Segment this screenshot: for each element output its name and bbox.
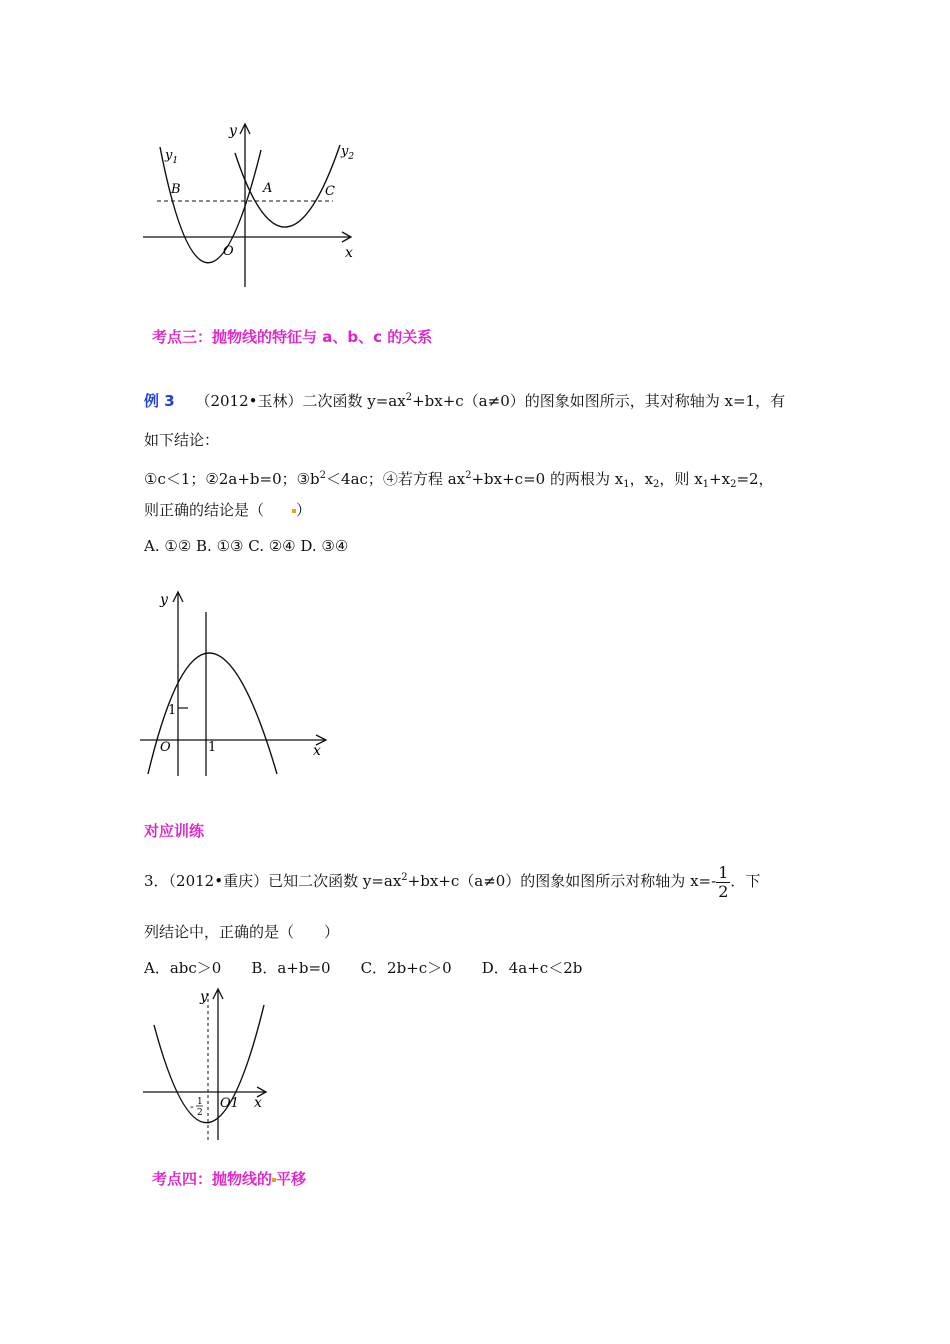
half-den-label: 2 (197, 1108, 203, 1118)
x-label: x (345, 245, 353, 261)
neg-sign-label: - (190, 1100, 194, 1113)
origin-label: O (223, 244, 234, 259)
y-tick-label-1: 1 (168, 703, 177, 718)
y2-label: $y_2$ (341, 144, 355, 162)
example-3-line-1: 例 3 （2012•玉林）二次函数 $y=ax^2+bx+c(a\ne 0)$的图象如图所示，其对称轴为 x=1，有 (144, 392, 786, 410)
question-3-line-1: 3．（2012•重庆）已知二次函数 $y=ax^2+bx+c(a\ne 0)$的图象如图所示对称轴为 x=- $\frac{1}{2}$ ．下 (144, 862, 761, 901)
figure-upward-parabola (140, 985, 275, 1145)
x-tick-label-1: 1 (208, 740, 217, 755)
example-3-conclusions: ①c＜1；②2a+b=0；$③b^2<4ac$；④若方程 $ax^2+bx+c=0$ 的两根为 $x_1$，$x_2$，则 $x_1+x_2=2$， (144, 470, 774, 490)
example-3-options: A. ①② B. ①③ C. ②④ D. ③④ (144, 537, 349, 555)
y-label: y (229, 123, 237, 139)
question-3-options: A．abc＞0 B．a+b=0 C．2b+c＞0 D．4a+c＜2b (144, 959, 583, 977)
x-label: x (313, 743, 321, 759)
fraction-one-half: $\frac{1}{2}$ (718, 862, 729, 901)
section-4-heading: 考点四：抛物线的 平移 (152, 1170, 307, 1188)
question-3-line-2: 列结论中，正确的是（ ） (144, 923, 340, 941)
origin-label: O (160, 740, 171, 755)
half-num-label: 1 (197, 1097, 203, 1107)
figure-two-parabolas (135, 115, 365, 290)
y-label: y (200, 989, 208, 1005)
example-3-line-2: 如下结论： (144, 431, 220, 449)
point-B-label: B (171, 182, 181, 197)
y-label: y (160, 592, 168, 608)
figure-downward-parabola (140, 588, 340, 778)
origin-and-one-label: O1 (220, 1096, 239, 1111)
x-label: x (254, 1095, 262, 1111)
point-C-label: C (325, 184, 335, 199)
example-3-label: 例 3 (144, 392, 175, 410)
parabola (154, 1005, 264, 1123)
example-3-question: 则正确的结论是（ ） (144, 501, 312, 519)
training-heading: 对应训练 (144, 822, 205, 840)
point-A-label: A (263, 181, 273, 196)
y1-label: $y_1$ (165, 148, 179, 166)
section-3-heading: 考点三：抛物线的特征与 a、b、c 的关系 (152, 328, 433, 346)
